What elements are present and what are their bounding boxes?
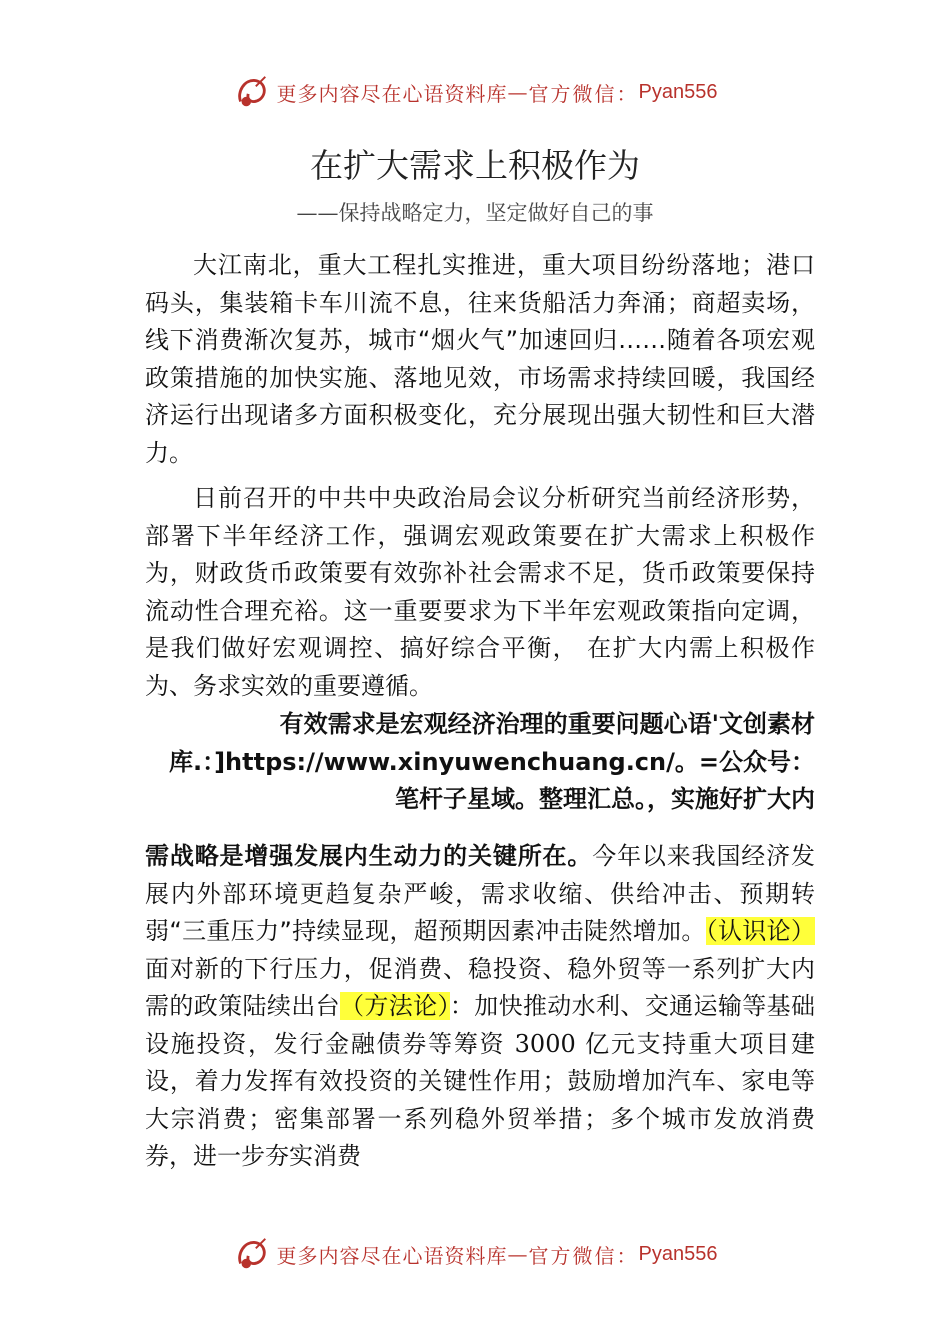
highlight-epistemology: （认识论）: [705, 917, 815, 945]
banner-wechat-label: 官方微信：: [528, 81, 639, 106]
paragraph-3: [145, 706, 815, 819]
highlight-methodology: （方法论）: [339, 992, 450, 1020]
footer-wechat-label: 官方微信：: [528, 1243, 639, 1268]
paragraph-2: [145, 480, 815, 705]
paragraph-2-text: 日前召开的中共中央政治局会议分析研究当前经济形势，部署下半年经济工作，强调宏观政策要在扩大需求上积极作为，财政货币政策要有效弥补社会需求不足，货币政策要保持流动性合理充裕。这一重要要求为下半年宏观政策指向定调，是我们做好宏观调控、搞好综合平衡， 在扩大内需上积极作为、务求实效的重要遵循。: [145, 484, 815, 700]
footer-site-text: 更多内容尽在心语资料库: [276, 1243, 508, 1268]
paragraph-1: [145, 247, 815, 472]
banner-site-text: 更多内容尽在心语资料库: [276, 81, 508, 106]
paragraph-4-number: 3000: [514, 1029, 576, 1058]
logo-icon: [233, 1235, 271, 1273]
logo-icon: [233, 73, 271, 111]
paragraph-4-bold: 需战略是增强发展内生动力的关键所在。: [145, 842, 593, 870]
footer-dash: —: [507, 1242, 529, 1266]
paragraph-4: [145, 838, 815, 1176]
header-banner: [0, 72, 950, 112]
paragraph-4-part-b: 面对新的下行压力，促消费、稳投资、稳外贸等一系列扩大内需的政策陆续出台: [145, 954, 815, 1020]
article-title: 在扩大需求上积极作为: [310, 146, 640, 185]
banner-dash: —: [507, 80, 529, 104]
footer-wechat-id: Pyan556: [638, 1242, 718, 1265]
banner-wechat-id: Pyan556: [638, 80, 718, 103]
paragraph-4-text: [145, 838, 815, 1176]
paragraph-4-part-d: 亿元支持重大项目建设，着力发挥有效投资的关键性作用；鼓励增加汽车、家电等大宗消费；密集部署一系列稳外贸举措；多个城市发放消费券，进一步夯实消费: [145, 1029, 815, 1170]
paragraph-4-part-a: 今年以来我国经济发展内外部环境更趋复杂严峻，需求收缩、供给冲击、预期转弱“三重压力”持续显现，超预期因素冲击陡然增加。: [145, 842, 816, 945]
paragraph-1-text: 大江南北，重大工程扎实推进，重大项目纷纷落地；港口码头，集装箱卡车川流不息，往来货船活力奔涌；商超卖场，线下消费渐次复苏，城市“烟火气”加速回归……随着各项宏观政策措施的加快实施、落地见效，市场需求持续回暖，我国经济运行出现诸多方面积极变化，充分展现出强大韧性和巨大潜力。: [145, 251, 815, 467]
paragraph-3-text: 有效需求是宏观经济治理的重要问题心语'文创素材库.：]https://www.xinyuwenchuang.cn/。=公众号：笔杆子星域。整理汇总。，实施好扩大内: [168, 710, 815, 813]
footer-banner: [0, 1234, 950, 1274]
paragraph-4-part-c: ：加快推动水利、交通运输等基础设施投资，发行金融债券等筹资: [145, 992, 816, 1058]
article-subtitle: ——保持战略定力，坚定做好自己的事: [296, 201, 654, 225]
